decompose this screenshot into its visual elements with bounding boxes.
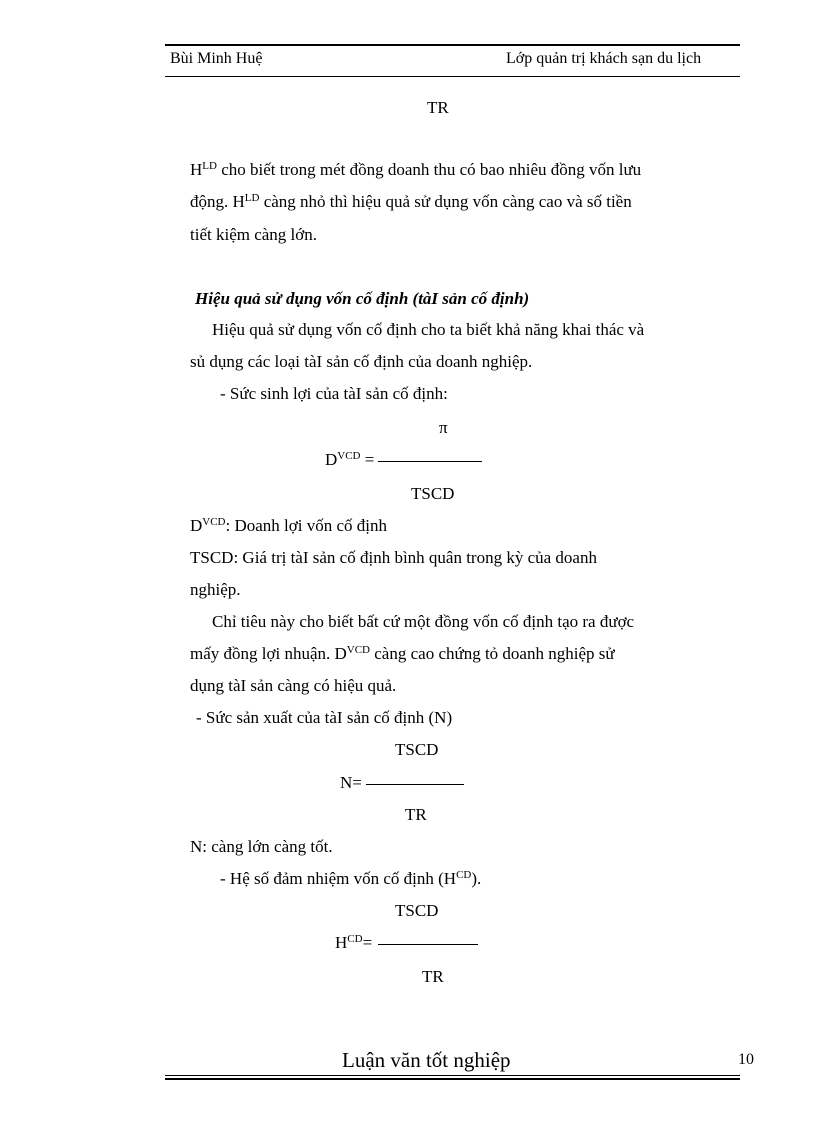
intro-line-2: sủ dụng các loại tàI sản cố định của doanh nghiệp. bbox=[190, 352, 533, 371]
productivity-numerator: TSCD bbox=[395, 740, 439, 759]
coefficient-label: - Hệ số đảm nhiệm vốn cố định $(H^{CD})$. bbox=[220, 869, 482, 888]
productivity-fraction-bar bbox=[366, 784, 464, 785]
page-number: 10 bbox=[738, 1051, 754, 1068]
footer-title: Luận văn tốt nghiệp bbox=[342, 1048, 511, 1072]
productivity-denominator: TR bbox=[405, 805, 427, 824]
coefficient-numerator: TSCD bbox=[395, 901, 439, 920]
coefficient-lhs: $H^{CD}=$ bbox=[335, 933, 373, 952]
header-author: Bùi Minh Huệ bbox=[170, 50, 263, 67]
explanation-line-3: dụng tàI sản càng có hiệu quả. bbox=[190, 676, 397, 695]
explanation-line-1: Chỉ tiêu này cho biết bất cứ một đồng vốn cố định tạo ra được bbox=[212, 612, 635, 631]
hld-line-1: $H^{LD}$ cho biết trong mét đồng doanh thu có bao nhiêu đồng vốn lưu bbox=[190, 160, 642, 179]
hld-line-3: tiết kiệm càng lớn. bbox=[190, 225, 318, 244]
intro-line-1: Hiệu quả sử dụng vốn cố định cho ta biết khả năng khai thác và bbox=[212, 320, 645, 339]
definition-tscd-line-2: nghiệp. bbox=[190, 580, 241, 599]
productivity-lhs: N= bbox=[340, 773, 362, 792]
coefficient-fraction-bar bbox=[378, 944, 478, 945]
hld-line-2: động. $H^{LD}$ càng nhỏ thì hiệu quả sử dụng vốn càng cao và số tiền bbox=[190, 192, 632, 211]
top-denominator: TR bbox=[427, 98, 449, 117]
definition-dvcd: $D^{VCD}$: Doanh lợi vốn cố định bbox=[190, 516, 388, 535]
header-rule-top bbox=[165, 44, 740, 46]
footer-rule-bottom bbox=[165, 1078, 740, 1080]
coefficient-denominator: TR bbox=[422, 967, 444, 986]
profitability-fraction-bar bbox=[378, 461, 482, 462]
profitability-denominator: TSCD bbox=[411, 484, 455, 503]
productivity-note: N: càng lớn càng tốt. bbox=[190, 837, 333, 856]
header-class-name: Lớp quản trị khách sạn du lịch bbox=[506, 50, 702, 67]
explanation-line-2: mấy đồng lợi nhuận. $D^{VCD}$ càng cao chứng tỏ doanh nghiệp sử bbox=[190, 644, 615, 663]
header-rule-bottom bbox=[165, 76, 740, 77]
profitability-lhs: $D^{VCD}$ = bbox=[325, 450, 375, 469]
footer-rule-top bbox=[165, 1075, 740, 1076]
definition-tscd-line-1: TSCD: Giá trị tàI sản cố định bình quân trong kỳ của doanh bbox=[190, 548, 597, 567]
section-heading: Hiệu quả sử dụng vốn cố định (tàI sản cố định) bbox=[195, 289, 530, 308]
profitability-numerator: π bbox=[439, 418, 448, 437]
productivity-label: - Sức sản xuất của tàI sản cố định (N) bbox=[196, 708, 453, 727]
profitability-label: - Sức sinh lợi của tàI sản cố định: bbox=[220, 384, 448, 403]
